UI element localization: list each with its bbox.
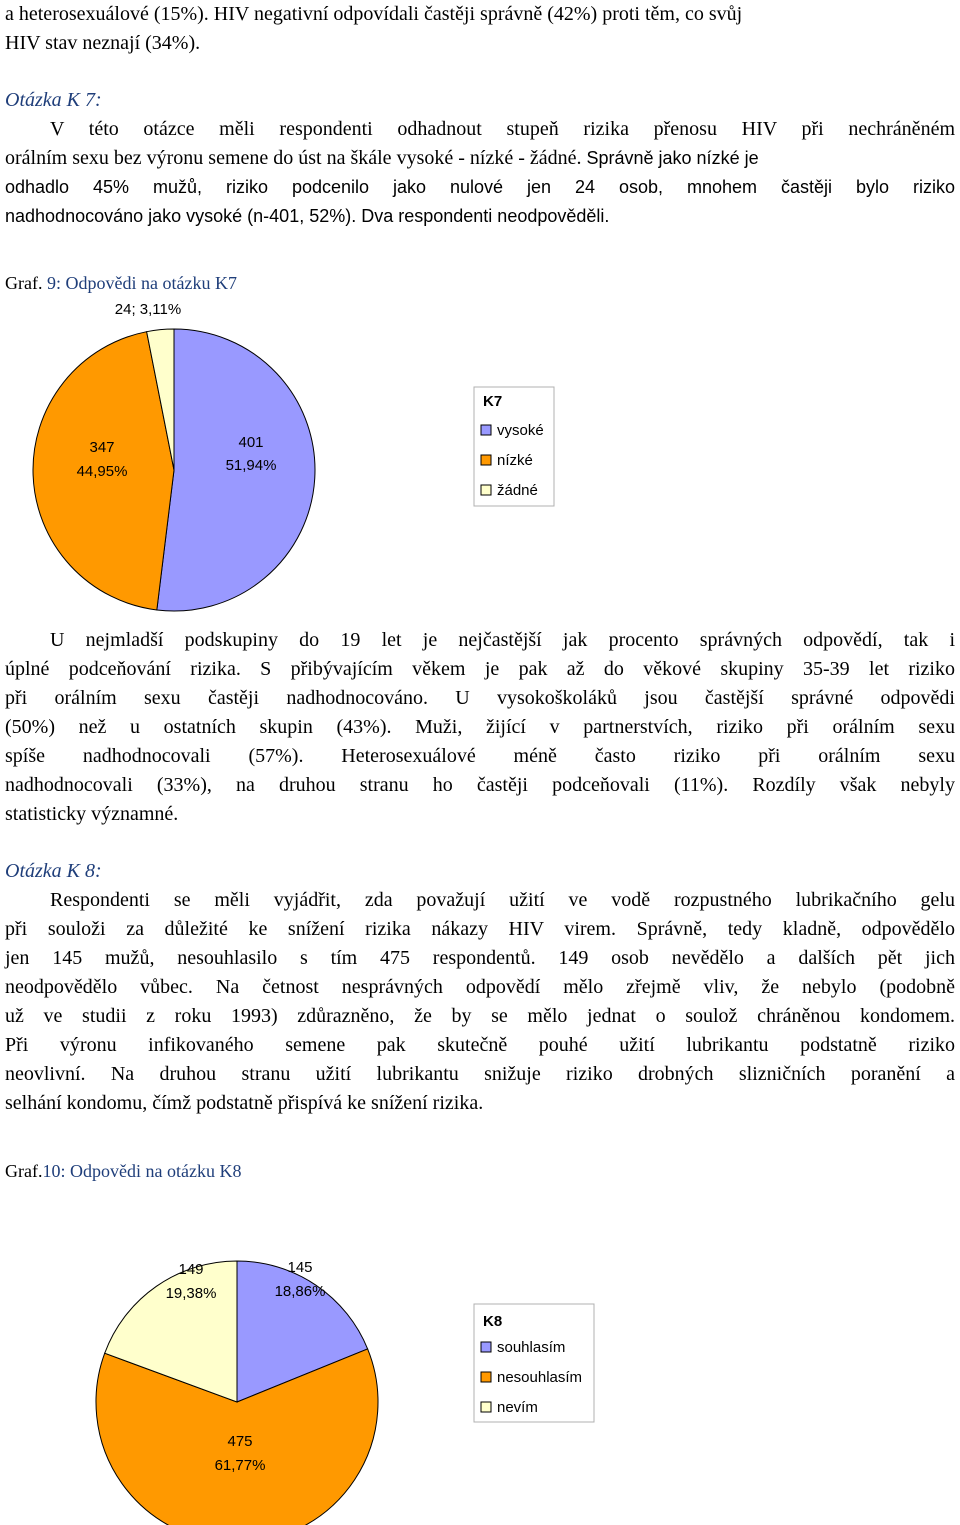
q8-heading: Otázka K 8: (5, 860, 102, 882)
q7-line-3: odhadlo 45% mužů, riziko podcenilo jako nulové jen 24 osob, mnohem častěji bylo riziko (5, 177, 955, 197)
q8-line-1: Respondenti se měli vyjádřit, zda považují užití ve vodě rozpustného lubrikačního gelu (50, 889, 955, 911)
q7-line-2-serif: orálním sexu bez výronu semene do úst na škále vysoké - nízké - žádné. (5, 147, 582, 169)
chart9-legend-label-1: nízké (497, 452, 533, 469)
para9-line-1: U nejmladší podskupiny do 19 let je nejčastější jak procento správných odpovědí, tak i (50, 629, 955, 651)
chart10-svg (0, 1240, 960, 1525)
chart9-svg (0, 290, 960, 630)
chart10-label-left-n: 149 (178, 1261, 204, 1278)
chart10-caption-prefix: Graf. (5, 1161, 43, 1181)
chart10-label-bottom-p: 61,77% (214, 1457, 266, 1474)
q8-line-6: Při výronu infikovaného semene pak skutečně pouhé užití lubrikantu podstatně riziko (5, 1034, 955, 1056)
q7-heading: Otázka K 7: (5, 89, 102, 111)
q8-line-5: už ve studii z roku 1993) zdůrazněno, že by se mělo jednat o soulož chráněnou kondomem. (5, 1005, 955, 1027)
para9-line-7: statisticky významné. (5, 803, 179, 825)
q8-line-3: jen 145 mužů, nesouhlasilo s tím 475 respondentů. 149 osob nevědělo a dalších pět jich (5, 947, 955, 969)
top-text-line-1: a heterosexuálové (15%). HIV negativní odpovídali častěji správně (42%) proti těm, co svůj (5, 3, 743, 25)
q7-line-1: V této otázce měli respondenti odhadnout stupeň rizika přenosu HIV při nechráněném (50, 118, 955, 140)
chart9-label-left-n: 347 (89, 439, 115, 456)
chart10-label-right-n: 145 (287, 1259, 313, 1276)
para9-line-2: úplné podceňování rizika. S přibývajícím věkem je pak až do věkové skupiny 35-39 let riziko (5, 658, 955, 680)
chart10-legend-swatch-0 (481, 1342, 491, 1352)
q8-line-4: neodpovědělo vůbec. Na četnost nesprávných odpovědí mělo zřejmě vliv, že nebylo (podobně (5, 976, 955, 998)
top-text-line-2: HIV stav neznají (34%). (5, 32, 201, 54)
para9-line-6: nadhodnocovali (33%), na druhou stranu ho častěji podceňovali (11%). Rozdíly však nebyly (5, 774, 955, 796)
chart10-label-bottom-n: 475 (227, 1433, 253, 1450)
q7-line-2-sans: Správně jako nízké je (581, 148, 759, 168)
chart10-legend-swatch-1 (481, 1372, 491, 1382)
chart9-legend-swatch-1 (481, 455, 491, 465)
chart10-legend-label-1: nesouhlasím (497, 1369, 583, 1386)
chart9-caption-rest: 9: Odpovědi na otázku K7 (42, 273, 237, 293)
chart9-caption-prefix: Graf. (5, 273, 43, 293)
chart9-legend-title: K7 (483, 393, 503, 410)
q8-line-2: při souloži za důležité ke snížení rizika nákazy HIV virem. Správně, tedy kladně, odpovědělo (5, 918, 955, 940)
chart9-legend-items (481, 422, 544, 499)
chart9-legend-label-2: žádné (497, 482, 538, 499)
q8-line-8: selhání kondomu, čímž podstatně přispívá ke snížení rizika. (5, 1092, 484, 1114)
chart9-label-right-p: 51,94% (225, 457, 277, 474)
chart10-pie (96, 1261, 378, 1525)
para9-line-4: (50%) než u ostatních skupin (43%). Muži, žijící v partnerstvích, riziko při orálním sexu (5, 716, 955, 738)
chart10-legend-swatch-2 (481, 1402, 491, 1412)
q7-line-4: nadhodnocováno jako vysoké (n-401, 52%). Dva respondenti neodpověděli. (5, 206, 610, 226)
chart9-label-left-p: 44,95% (76, 463, 128, 480)
chart10-caption-rest: 10: Odpovědi na otázku K8 (42, 1161, 242, 1181)
chart9-label-top: 24; 3,11% (114, 301, 182, 318)
para9-line-5: spíše nadhodnocovali (57%). Heterosexuálové méně často riziko při orálním sexu (5, 745, 955, 767)
chart10-legend-items (481, 1339, 582, 1416)
chart10-legend-label-0: souhlasím (497, 1339, 566, 1356)
chart9-legend-label-0: vysoké (497, 422, 544, 439)
chart10-caption (5, 1160, 241, 1182)
chart10-legend-title: K8 (483, 1313, 503, 1330)
chart10-label-right-p: 18,86% (274, 1283, 326, 1300)
chart9-legend-swatch-0 (481, 425, 491, 435)
chart9-label-right-n: 401 (238, 434, 264, 451)
q7-line-2 (5, 144, 955, 173)
para9-line-3: při orálním sexu častěji nadhodnocováno. U vysokoškoláků jsou častější správné odpovědi (5, 687, 955, 709)
chart9-legend-swatch-2 (481, 485, 491, 495)
chart10-legend-label-2: nevím (497, 1399, 538, 1416)
q8-line-7: neovlivní. Na druhou stranu užití lubrikantu snižuje riziko drobných slizničních poranění a (5, 1063, 955, 1085)
chart10-label-left-p: 19,38% (165, 1285, 217, 1302)
